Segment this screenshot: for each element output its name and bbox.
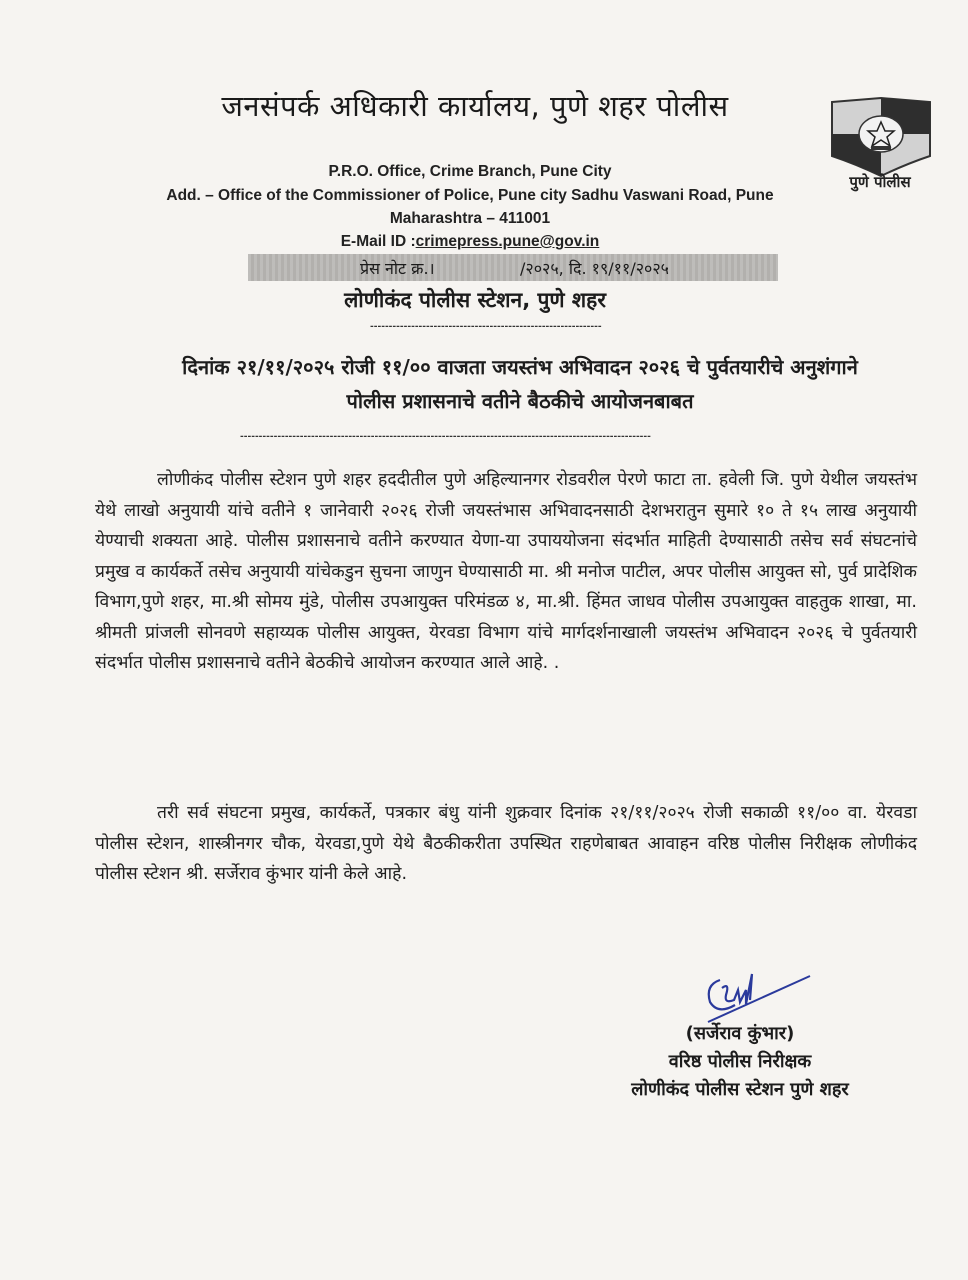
- logo-caption: पुणे पोलीस: [849, 173, 911, 191]
- press-note-date: /२०२५, दि. १९/११/२०२५: [520, 259, 669, 278]
- press-note-number: प्रेस नोट क्र.।: [360, 259, 435, 278]
- email-label: E-Mail ID :: [340, 233, 416, 250]
- divider-short: --------------------------------------------------------------: [370, 322, 602, 332]
- signature-block: [580, 1020, 900, 1104]
- office-title: जनसंपर्क अधिकारी कार्यालय, पुणे शहर पोलीस: [221, 89, 729, 123]
- state-pincode-line: Maharashtra – 411001: [389, 210, 551, 227]
- pro-office-line: P.R.O. Office, Crime Branch, Pune City: [328, 163, 612, 180]
- address-line: Add. – Office of the Commissioner of Police, Pune city Sadhu Vaswani Road, Pune: [166, 187, 774, 204]
- body-paragraph-1: लोणीकंद पोलीस स्टेशन पुणे शहर हददीतील पुणे अहिल्यानगर रोडवरील पेरणे फाटा ता. हवेली जि. पुणे येथील जयस्तंभ येथे लाखो अनुयायी यांचे वतीने १ जानेवारी २०२६ रोजी जयस्तंभास अभिवादनसाठी देशभरातुन सुमारे १० ते १५ लाख अनुयायी येण्याची शक्यता आहे. पोलीस प्रशासनाचे वतीने करण्यात येणा-या उपाययोजना संदर्भात माहिती देण्यासाठी तसेच सर्व संघटनांचे प्रमुख व कार्यकर्ते तसेच अनुयायी यांचेकडुन सुचना जाणुन घेण्यासाठी मा. श्री मनोज पाटील, अपर पोलीस आयुक्त सो, पुर्व प्रादेशिक विभाग,पुणे शहर, मा.श्री सोमय मुंडे, पोलीस उपआयुक्त परिमंडळ ४, मा.श्री. हिंमत जाधव पोलीस उपआयुक्त वाहतुक शाखा, मा. श्रीमती प्रांजली सोनवणे सहाय्यक पोलीस आयुक्त, येरवडा विभाग यांचे मार्गदर्शनाखाली जयस्तंभ अभिवादन २०२६ चे पुर्वतयारी संदर्भात पोलीस प्रशासनाचे वतीने बेठकीचे आयोजन करण्यात आले आहे. .: [95, 470, 917, 673]
- subject-line-1: दिनांक २१/११/२०२५ रोजी ११/०० वाजता जयस्तंभ अभिवादन २०२६ चे पुर्वतयारीचे अनुशंगाने: [182, 355, 858, 379]
- subject-heading: [100, 350, 940, 418]
- body-paragraph-2: तरी सर्व संघटना प्रमुख, कार्यकर्ते, पत्रकार बंधु यांनी शुक्रवार दिनांक २१/११/२०२५ रोजी सकाळी ११/०० वा. येरवडा पोलीस स्टेशन, शास्त्रीनगर चौक, येरवडा,पुणे येथे बैठकीकरीता उपस्थित राहणेबाबत आवाहन वरिष्ठ पोलीस निरीक्षक लोणीकंद पोलीस स्टेशन श्री. सर्जेराव कुंभार यांनी केले आहे.: [95, 803, 917, 884]
- email-line: [120, 233, 820, 251]
- press-note-bar: [248, 254, 778, 281]
- email-link[interactable]: crimepress.pune@gov.in: [415, 233, 600, 250]
- divider-long: --------------------------------------------------------------------------------------------------------------: [240, 432, 651, 442]
- signatory-name: (सर्जेराव कुंभार): [685, 1023, 795, 1044]
- signatory-station: लोणीकंद पोलीस स्टेशन पुणे शहर: [631, 1079, 849, 1100]
- signatory-designation: वरिष्ठ पोलीस निरीक्षक: [668, 1051, 812, 1072]
- station-heading: लोणीकंद पोलीस स्टेशन, पुणे शहर: [344, 288, 606, 312]
- subject-line-2: पोलीस प्रशासनाचे वतीने बैठकीचे आयोजनबाबत: [346, 389, 694, 413]
